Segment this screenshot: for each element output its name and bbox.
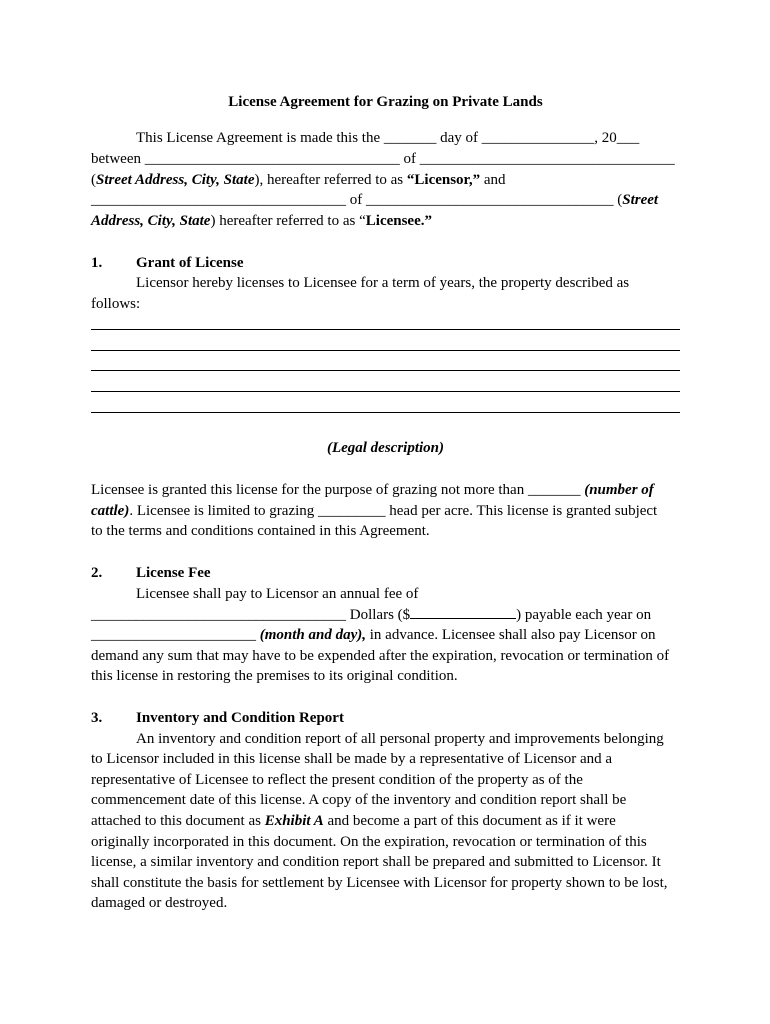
legal-description-line-5[interactable] bbox=[91, 412, 680, 413]
section-2-line-5: this license in restoring the premises to its original condition. bbox=[91, 668, 458, 684]
section-2-line-3 bbox=[91, 625, 656, 645]
month-day-hint: (month and day), bbox=[259, 627, 367, 643]
fee-amount-blank[interactable] bbox=[410, 604, 516, 619]
section-1-title: Grant of License bbox=[136, 255, 244, 271]
para-1-text: Licensee is granted this license for the purpose of grazing not more than _______ bbox=[91, 482, 585, 498]
legal-description-line-4[interactable] bbox=[91, 391, 680, 392]
intro-line-2: between __________________________________ of __________________________________ bbox=[91, 151, 675, 167]
legal-description-line-2[interactable] bbox=[91, 350, 680, 351]
para-2-text: . Licensee is limited to grazing _________ head per acre. This license is granted subject bbox=[129, 503, 658, 519]
cattle-hint-end: cattle) bbox=[91, 503, 130, 519]
section-3-line-4: commencement date of this license. A copy of the inventory and condition report shall be bbox=[91, 792, 627, 808]
payable-text: ) payable each year on bbox=[516, 607, 652, 623]
section-3-line-9: damaged or destroyed. bbox=[91, 895, 228, 911]
section-3-line-8: shall constitute the basis for settlement by Licensee with Licensor for property shown to be lost, bbox=[91, 875, 668, 891]
intro-line-3 bbox=[91, 170, 506, 190]
section-1-line-2: follows: bbox=[91, 296, 141, 312]
licensor-address-hint: Street Address, City, State bbox=[96, 172, 255, 188]
number-of-cattle-hint: (number of bbox=[584, 482, 654, 498]
section-1-para-line-2 bbox=[91, 501, 657, 521]
legal-description-line-3[interactable] bbox=[91, 370, 680, 371]
advance-text: in advance. Licensee shall also pay Licensor on bbox=[366, 627, 656, 643]
section-1-line-1: Licensor hereby licenses to Licensee for a term of years, the property described as bbox=[136, 275, 630, 291]
intro-paren: ( bbox=[91, 172, 96, 188]
dollars-text: __________________________________ Dollars ($ bbox=[91, 607, 411, 623]
exhibit-a-label: Exhibit A bbox=[264, 813, 324, 829]
section-2-number: 2. bbox=[91, 565, 103, 581]
intro-line-5-mid: ) hereafter referred to as “ bbox=[210, 213, 366, 229]
licensee-street-hint: Street bbox=[622, 192, 659, 208]
section-2-line-1: Licensee shall pay to Licensor an annual fee of bbox=[136, 586, 419, 602]
section-1-para-line-3: to the terms and conditions contained in this Agreement. bbox=[91, 523, 430, 539]
section-1-number: 1. bbox=[91, 255, 103, 271]
become-part-text: and become a part of this document as if it were bbox=[323, 813, 616, 829]
section-3-line-6: originally incorporated in this document. On the expiration, revocation or termination of this bbox=[91, 834, 647, 850]
licensee-term: Licensee.” bbox=[365, 213, 432, 229]
intro-line-1: This License Agreement is made this the _______ day of _______________, 20___ bbox=[136, 130, 640, 146]
licensor-term: “Licensor,” bbox=[406, 172, 481, 188]
document-title: License Agreement for Grazing on Private Lands bbox=[228, 94, 543, 110]
intro-line-4-blanks: __________________________________ of _________________________________ ( bbox=[91, 192, 623, 208]
legal-description-line-1[interactable] bbox=[91, 329, 680, 330]
section-3-line-1: An inventory and condition report of all personal property and improvements belonging bbox=[136, 731, 664, 747]
licensee-address-hint: Address, City, State bbox=[91, 213, 211, 229]
intro-line-3-end: and bbox=[480, 172, 506, 188]
section-1-para-line-1 bbox=[91, 480, 654, 500]
section-2-line-2 bbox=[91, 604, 651, 625]
intro-line-5 bbox=[91, 211, 432, 231]
section-2-title: License Fee bbox=[136, 565, 211, 581]
attached-text: attached to this document as bbox=[91, 813, 265, 829]
section-3-number: 3. bbox=[91, 710, 103, 726]
intro-line-3-mid: ), hereafter referred to as bbox=[254, 172, 407, 188]
section-2-line-4: demand any sum that may have to be expended after the expiration, revocation or termination of bbox=[91, 648, 670, 664]
section-3-title: Inventory and Condition Report bbox=[136, 710, 344, 726]
section-3-line-3: representative of Licensee to reflect the present condition of the property as of the bbox=[91, 772, 583, 788]
section-3-line-7: license, a similar inventory and condition report shall be prepared and submitted to Licensor. It bbox=[91, 854, 661, 870]
legal-description-caption: (Legal description) bbox=[326, 440, 445, 456]
section-3-line-2: to Licensor included in this license shall be made by a representative of Licensor and a bbox=[91, 751, 613, 767]
month-day-blank: ______________________ bbox=[91, 627, 260, 643]
section-3-line-5 bbox=[91, 811, 616, 831]
intro-line-4 bbox=[91, 190, 658, 210]
